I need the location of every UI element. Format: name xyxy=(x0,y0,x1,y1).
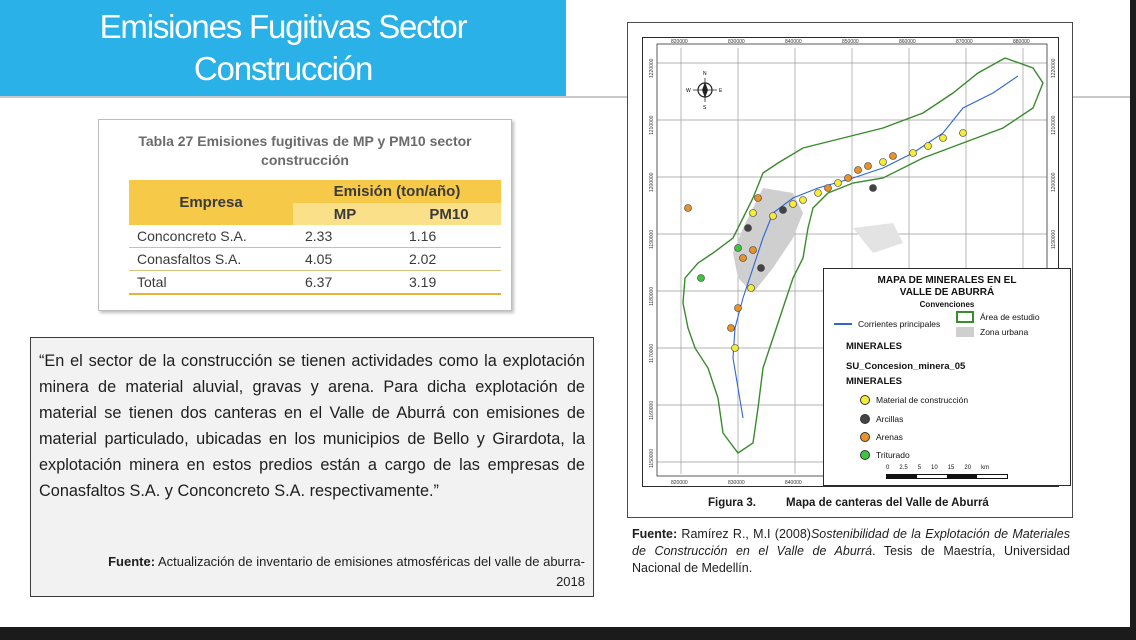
y-tick-label: 1160000 xyxy=(649,400,655,420)
y-tick-label: 1170000 xyxy=(649,343,655,363)
scale-tick: 2.5 xyxy=(899,465,908,471)
legend-rivers xyxy=(834,319,940,329)
y-tick-label: 1190000 xyxy=(649,229,655,249)
figure-source-rest: . Tesis de Maestría, Universidad Nacional de Medellín. xyxy=(632,544,1071,575)
figure-source-label: Fuente: xyxy=(632,527,678,541)
legend-minerals-heading: MINERALES xyxy=(846,341,902,352)
river-line-icon xyxy=(834,323,852,325)
construction-material-dot-icon xyxy=(860,395,870,405)
legend-rivers-label: Corrientes principales xyxy=(858,319,941,329)
title-banner xyxy=(0,0,566,96)
header-pm10: PM10 xyxy=(397,203,501,225)
map-frame xyxy=(642,37,1059,487)
scale-tick: 20 xyxy=(964,465,972,471)
cell-pm10: 3.19 xyxy=(397,271,501,295)
figure-source-work: Sostenibilidad de la Explotación de Materiales de Construcción en el Valle de Aburrá xyxy=(632,527,1070,558)
table-row-total xyxy=(129,271,501,295)
x-tick-label: 860000 xyxy=(899,39,916,45)
table-caption-line2: construcción xyxy=(261,152,349,168)
legend-item xyxy=(860,414,903,424)
scale-bar-graphic xyxy=(886,474,1008,479)
legend-item-label: Arcillas xyxy=(876,414,904,424)
quote-source-text: Actualización de inventario de emisiones atmosféricas del valle de aburra-2018 xyxy=(157,554,585,589)
cell-company: Conconcreto S.A. xyxy=(129,225,293,248)
x-tick-label: 880000 xyxy=(1013,39,1030,45)
header-emission: Emisión (ton/año) xyxy=(293,180,501,203)
table-row xyxy=(129,248,501,271)
scale-tick: 0 xyxy=(886,465,890,471)
crushed-dot-icon xyxy=(860,450,870,460)
table-caption xyxy=(109,132,501,170)
compass-w: W xyxy=(686,88,691,94)
legend-conventions: Convenciones xyxy=(919,300,975,309)
compass-n: N xyxy=(703,71,707,77)
legend-item xyxy=(860,395,968,405)
x-tick-label: 840000 xyxy=(785,480,802,486)
x-tick-label: 820000 xyxy=(671,39,688,45)
cell-company: Total xyxy=(129,271,293,295)
figure-title: Mapa de canteras del Valle de Aburrá xyxy=(786,497,989,509)
legend-title-line1: MAPA DE MINERALES EN EL xyxy=(877,275,1017,286)
y-tick-label: 1190000 xyxy=(1051,229,1057,249)
sand-dot-icon xyxy=(860,432,870,442)
scale-tick: 5 xyxy=(917,465,922,471)
cell-mp: 4.05 xyxy=(293,248,397,271)
slide-title xyxy=(0,6,566,90)
y-tick-label: 1210000 xyxy=(1051,115,1057,135)
legend-title-line2: VALLE DE ABURRÁ xyxy=(899,287,995,298)
slide-title-line1: Emisiones Fugitivas Sector xyxy=(99,8,467,45)
y-tick-label: 1180000 xyxy=(649,286,655,306)
compass-e: E xyxy=(719,88,723,94)
map-legend xyxy=(823,268,1071,486)
x-tick-label: 820000 xyxy=(671,480,688,486)
cell-mp: 6.37 xyxy=(293,271,397,295)
scale-bar xyxy=(886,465,989,471)
clay-dot-icon xyxy=(860,414,870,424)
table-row xyxy=(129,225,501,248)
figure-number: Figura 3. xyxy=(708,497,756,509)
quote-text: “En el sector de la construcción se tienen actividades como la explotación minera de material aluvial, gravas y arena. Para dicha explotación de material se tienen dos canteras en el Valle de Aburrá con emisiones de material particulado, ubicadas en los municipios de Bello y Girardota, la explotación minera en estos predios están a cargo de las empresas de Conasfaltos S.A. y Conconcreto S.A. respectivamente.” xyxy=(39,352,585,500)
legend-item-label: Arenas xyxy=(876,432,903,442)
y-tick-label: 1200000 xyxy=(1051,172,1057,192)
x-tick-label: 840000 xyxy=(785,39,802,45)
y-tick-label: 1210000 xyxy=(649,115,655,135)
emissions-table-card xyxy=(98,119,512,311)
legend-item xyxy=(860,432,903,442)
legend-title xyxy=(824,275,1070,299)
compass-icon xyxy=(686,71,723,111)
x-tick-label: 870000 xyxy=(956,39,973,45)
cell-company: Conasfaltos S.A. xyxy=(129,248,293,271)
quote-source xyxy=(91,552,585,592)
figure-source xyxy=(632,526,1070,577)
legend-urban-zone-label: Zona urbana xyxy=(980,327,1029,337)
cell-mp: 2.33 xyxy=(293,225,397,248)
legend-urban-zone xyxy=(956,327,1028,337)
screen-bottom-bar xyxy=(0,627,1136,640)
y-tick-label: 1150000 xyxy=(649,448,655,468)
cell-pm10: 1.16 xyxy=(397,225,501,248)
legend-item-label: Triturado xyxy=(876,450,910,460)
legend-item-label: Material de construcción xyxy=(876,395,969,405)
scale-tick: 15 xyxy=(947,465,955,471)
figure-source-author: Ramírez R., M.I (2008) xyxy=(681,527,811,541)
x-tick-label: 830000 xyxy=(728,39,745,45)
legend-layer-name: SU_Concesion_minera_05 xyxy=(846,361,966,372)
x-tick-label: 850000 xyxy=(842,39,859,45)
legend-minerals-sub: MINERALES xyxy=(846,376,902,387)
map-figure xyxy=(627,22,1073,518)
legend-study-area-label: Área de estudio xyxy=(980,312,1040,322)
study-area-swatch-icon xyxy=(956,311,974,323)
urban-zone-area xyxy=(853,223,903,253)
urban-zone-swatch-icon xyxy=(956,327,974,337)
y-tick-label: 1220000 xyxy=(649,58,655,78)
legend-item xyxy=(860,450,910,460)
y-tick-label: 1220000 xyxy=(1051,58,1057,78)
scale-unit: km xyxy=(981,465,990,471)
cell-pm10: 2.02 xyxy=(397,248,501,271)
screen-edge xyxy=(1130,0,1136,640)
y-tick-label: 1200000 xyxy=(649,172,655,192)
emissions-table xyxy=(129,180,501,295)
x-tick-label: 830000 xyxy=(728,480,745,486)
quote-source-label: Fuente: xyxy=(108,554,156,569)
slide-title-line2: Construcción xyxy=(193,50,373,87)
header-company: Empresa xyxy=(129,180,293,225)
header-mp: MP xyxy=(293,203,397,225)
compass-s: S xyxy=(703,105,707,111)
quote-box xyxy=(30,337,594,597)
scale-tick: 10 xyxy=(931,465,938,471)
legend-study-area xyxy=(956,311,1040,323)
table-caption-line1: Tabla 27 Emisiones fugitivas de MP y PM10 sector xyxy=(138,133,472,149)
